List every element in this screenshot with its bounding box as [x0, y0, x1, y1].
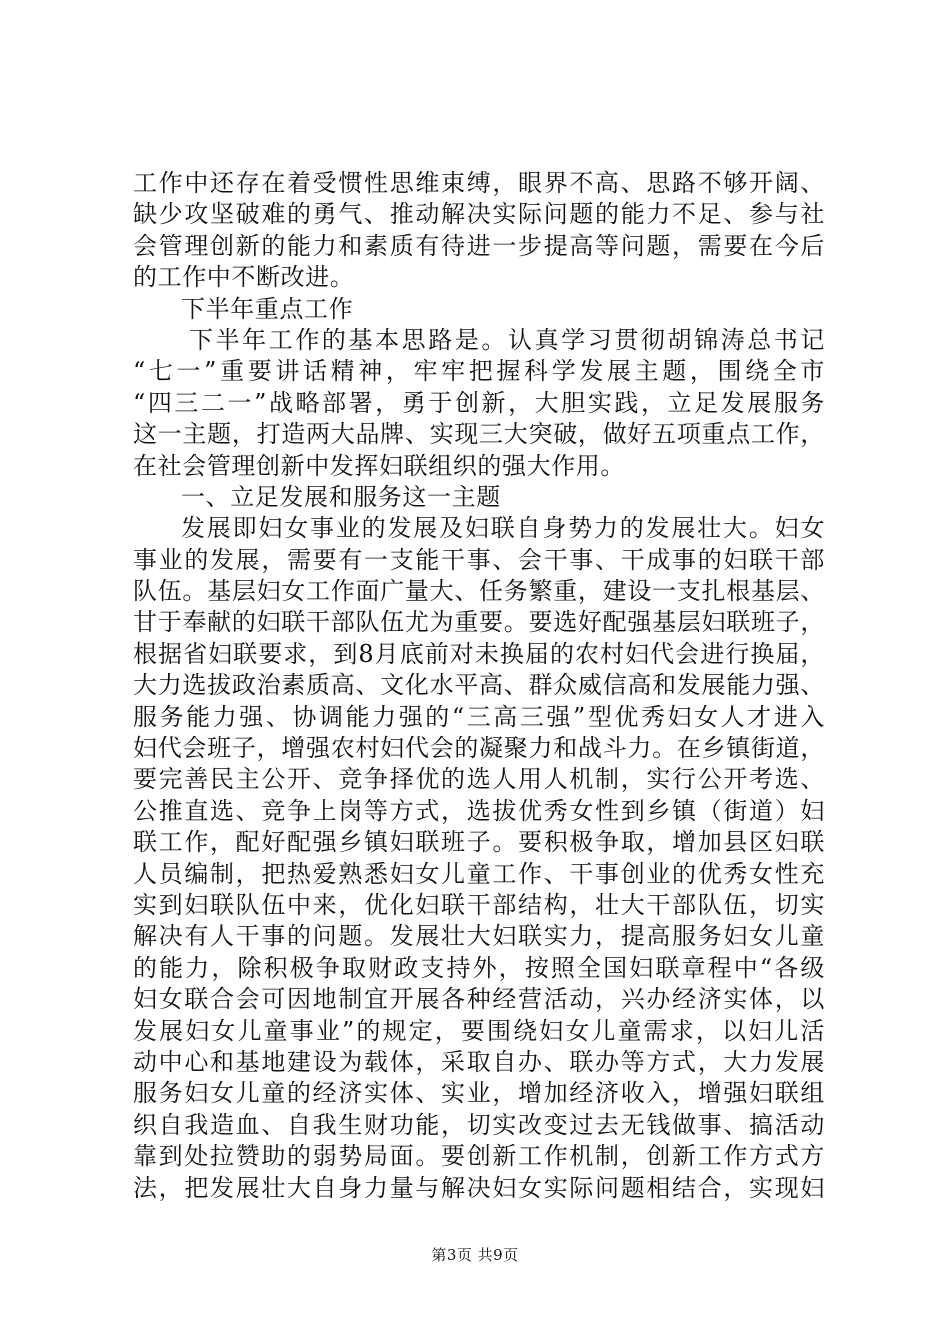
page-number-footer: 第3页 共9页 — [431, 1246, 519, 1264]
text-line: 会管理创新的能力和素质有待进一步提高等问题，需要在今后 — [133, 231, 825, 260]
text-line: 妇代会班子，增强农村妇代会的凝聚力和战斗力。在乡镇街道， — [133, 734, 825, 763]
text-line: 联工作，配好配强乡镇妇联班子。要积极争取，增加县区妇联 — [133, 828, 825, 857]
text-line: 妇女联合会可因地制宜开展各种经营活动，兴办经济实体，以 — [133, 985, 825, 1014]
text-line: 人员编制，把热爱熟悉妇女儿童工作、干事创业的优秀女性充 — [133, 859, 825, 888]
text-line: 在社会管理创新中发挥妇联组织的强大作用。 — [133, 451, 625, 480]
text-line: 工作中还存在着受惯性思维束缚，眼界不高、思路不够开阔、 — [133, 169, 825, 197]
text-line: 靠到处拉赞助的弱势局面。要创新工作机制，创新工作方式方 — [133, 1142, 825, 1171]
text-line: 甘于奉献的妇联干部队伍尤为重要。要选好配强基层妇联班子， — [133, 608, 825, 637]
section-heading: 一、立足发展和服务这一主题 — [181, 482, 501, 511]
text-line: 解决有人干事的问题。发展壮大妇联实力，提高服务妇女儿童 — [133, 922, 825, 951]
text-line: 大力选拔政治素质高、文化水平高、群众威信高和发展能力强、 — [133, 671, 825, 700]
text-line: 缺少攻坚破难的勇气、推动解决实际问题的能力不足、参与社 — [133, 200, 825, 229]
text-line: 要完善民主公开、竞争择优的选人用人机制，实行公开考选、 — [133, 765, 825, 794]
text-line: 事业的发展，需要有一支能干事、会干事、干成事的妇联干部 — [133, 545, 825, 574]
text-line: “七一”重要讲话精神，牢牢把握科学发展主题，围绕全市 — [133, 357, 825, 386]
text-line: 下半年工作的基本思路是。认真学习贯彻胡锦涛总书记 — [189, 325, 825, 354]
text-line: 这一主题，打造两大品牌、实现三大突破，做好五项重点工作， — [133, 420, 825, 449]
text-line: 公推直选、竞争上岗等方式，选拔优秀女性到乡镇（街道）妇 — [133, 796, 825, 825]
text-line: 法，把发展壮大自身力量与解决妇女实际问题相结合，实现妇 — [133, 1173, 825, 1202]
text-line: 动中心和基地建设为载体，采取自办、联办等方式，大力发展 — [133, 1047, 825, 1076]
text-line: 的工作中不断改进。 — [133, 263, 355, 292]
text-line: “四三二一”战略部署，勇于创新，大胆实践，立足发展服务 — [133, 388, 825, 417]
text-line: 队伍。基层妇女工作面广量大、任务繁重，建设一支扎根基层、 — [133, 577, 825, 606]
text-line: 发展妇女儿童事业”的规定，要围绕妇女儿童需求，以妇儿活 — [133, 1016, 825, 1045]
section-heading: 下半年重点工作 — [181, 294, 354, 323]
text-line: 实到妇联队伍中来，优化妇联干部结构，壮大干部队伍，切实 — [133, 890, 825, 919]
text-line: 织自我造血、自我生财功能，切实改变过去无钱做事、搞活动 — [133, 1110, 825, 1139]
body-text — [133, 168, 825, 1204]
text-line: 的能力，除积极争取财政支持外，按照全国妇联章程中“各级 — [133, 953, 825, 982]
text-line: 服务妇女儿童的经济实体、实业，增加经济收入，增强妇联组 — [133, 1079, 825, 1108]
text-line: 发展即妇女事业的发展及妇联自身势力的发展壮大。妇女 — [181, 514, 825, 543]
text-line: 服务能力强、协调能力强的“三高三强”型优秀妇女人才进入 — [133, 702, 825, 731]
text-line: 根据省妇联要求，到8月底前对未换届的农村妇代会进行换届， — [133, 639, 825, 668]
